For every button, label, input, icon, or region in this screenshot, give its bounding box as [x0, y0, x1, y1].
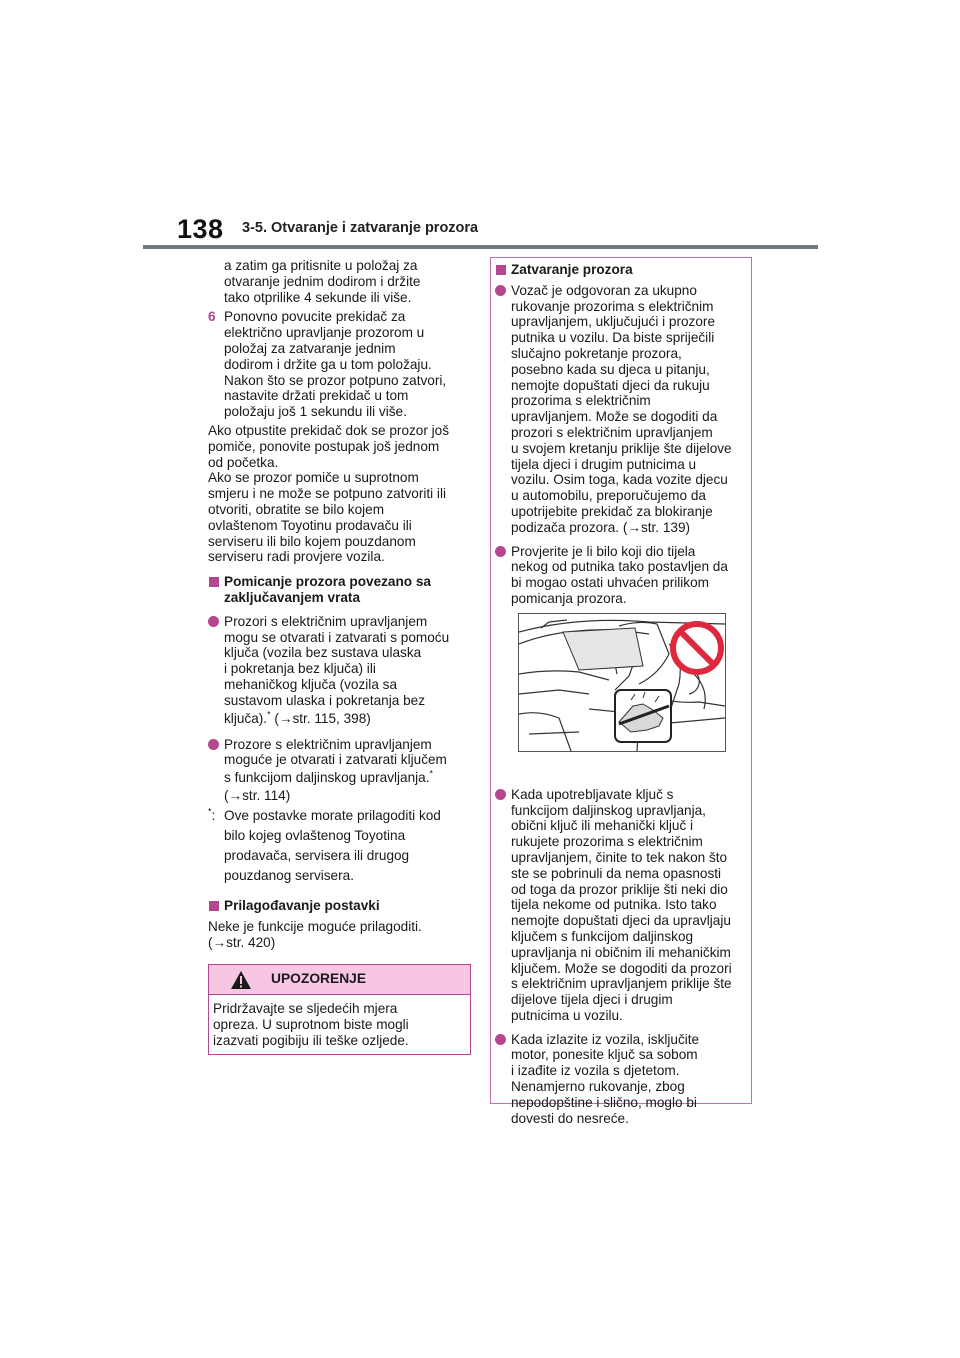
section-heading: Prilagođavanje postavki — [208, 898, 470, 914]
square-bullet-icon — [209, 577, 219, 587]
warning-header — [209, 965, 470, 995]
warning-triangle-icon — [230, 970, 252, 990]
bullet-item: Provjerite je li bilo koji dio tijela nekog od putnika tako postavljen da bi mogao ostati uhvaćen prilikom pomicanja prozora. — [495, 544, 747, 607]
round-bullet-icon — [495, 285, 506, 296]
square-bullet-icon — [209, 901, 219, 911]
section-heading: Pomicanje prozora povezano sa zaključavanjem vrata — [208, 574, 470, 606]
warning-text: Pridržavajte se sljedećih mjera opreza. U suprotnom biste mogli izazvati pogibiju ili teške ozljede. — [213, 1001, 409, 1048]
warning-details-box — [490, 257, 752, 1126]
bullet-item: Kada izlazite iz vozila, isključite motor, ponesite ključ sa sobom i izađite iz vozila s djetetom. Nenamjerno rukovanje, zbog nepodopštine i slično, moglo bi dovesti do nesreće. — [495, 1032, 747, 1127]
bullet-item: Prozori s električnim upravljanjem mogu se otvarati i zatvarati s pomoću ključa (vozila bez sustava ulaska i pokretanja bez ključa) ili mehaničkog ključa (vozila sa sustavom ulaska i pokretanja bez ključa).* (→str. 115, 398) — [208, 614, 470, 729]
bullet-item: Kada upotrebljavate ključ s funkcijom daljinskog upravljanja, obični ključ ili mehanički ključ i rukujete prozorima s električnim upravljanjem, činite to tek nakon što ste se pobrinuli da nema opasnosti od toga da prozor priklije šti neki dio tijela nekome od putnika. Isto tako nemojte dopuštati djeci da upravljaju ključem s funkcijom daljinskog upravljanja ni običnim ili mehaničkim ključem. Može se dogoditi da prozori s električnim upravljanjem priklije šte dijelove tijela djeci i drugim putnicima u vozilu. — [495, 787, 747, 1024]
warning-label: UPOZORENJE — [271, 971, 367, 986]
hand-icon — [615, 690, 671, 742]
bullet-item: Vozač je odgovoran za ukupno rukovanje prozorima s električnim upravljanjem, uključujući i prozore putnika u vozilu. Da biste spriječili slučajno pokretanje prozora, posebno kada su djeca u pitanju, nemojte dopuštati djeci da rukuju prozorima s električnim upravljanjem. Može se dogoditi da prozori s električnim upravljanjem u svojem kretanju priklije šte dijelove tijela djeci i drugim putnicima u vozilu. Osim toga, kada vozite djecu u automobilu, preporučujemo da upotrijebite prekidač za blokiranje podizača prozora. (→str. 139) — [495, 283, 747, 536]
round-bullet-icon — [208, 616, 219, 627]
warning-box — [208, 964, 471, 1055]
round-bullet-icon — [495, 789, 506, 800]
square-bullet-icon — [496, 265, 506, 275]
step-number: 6 — [208, 309, 216, 325]
step-continuation: a zatim ga pritisnite u položaj za otvaranje jednim dodirom i držite tako otprilike 4 sekunde ili više. — [224, 258, 421, 305]
page-number: 138 — [177, 214, 224, 244]
bullet-item: Prozore s električnim upravljanjem moguće je otvarati i zatvarati ključem s funkcijom daljinskog upravljanja.* (→str. 114) — [208, 737, 470, 804]
prohibition-sign-icon — [673, 624, 721, 672]
round-bullet-icon — [495, 546, 506, 557]
round-bullet-icon — [495, 1034, 506, 1045]
chapter-title: 3-5. Otvaranje i zatvaranje prozora — [242, 220, 479, 236]
header-rule — [143, 245, 818, 249]
paragraph: Neke je funkcije moguće prilagoditi. (→str. 420) — [208, 918, 422, 950]
window-pinch-illustration — [518, 613, 726, 752]
paragraph: Ako otpustite prekidač dok se prozor još pomiče, ponovite postupak još jednom od početka. Ako se prozor pomiče u suprotnom smjeru i ne može se potpuno zatvoriti ili otvoriti, obratite se bilo kojem ovlaštenom Toyotinu prodavaču ili serviseru ili bilo kojem pouzdanom serviseru radi provjere vozila. — [208, 422, 450, 565]
footnote: *: Ove postavke morate prilagoditi kod bilo kojeg ovlaštenog Toyotina prodavača, servisera ili drugog pouzdanog servisera. — [208, 806, 441, 883]
section-heading: Zatvaranje prozora — [495, 262, 747, 278]
step-6: 6 Ponovno povucite prekidač za električno upravljanje prozorom u položaj za zatvaranje jednim dodirom i držite ga u tom položaju. Nakon što se prozor potpuno zatvori, nastavite držati prekidač u tom položaju još 1 sekundu ili više. — [208, 309, 447, 420]
round-bullet-icon — [208, 739, 219, 750]
left-column — [208, 258, 470, 950]
